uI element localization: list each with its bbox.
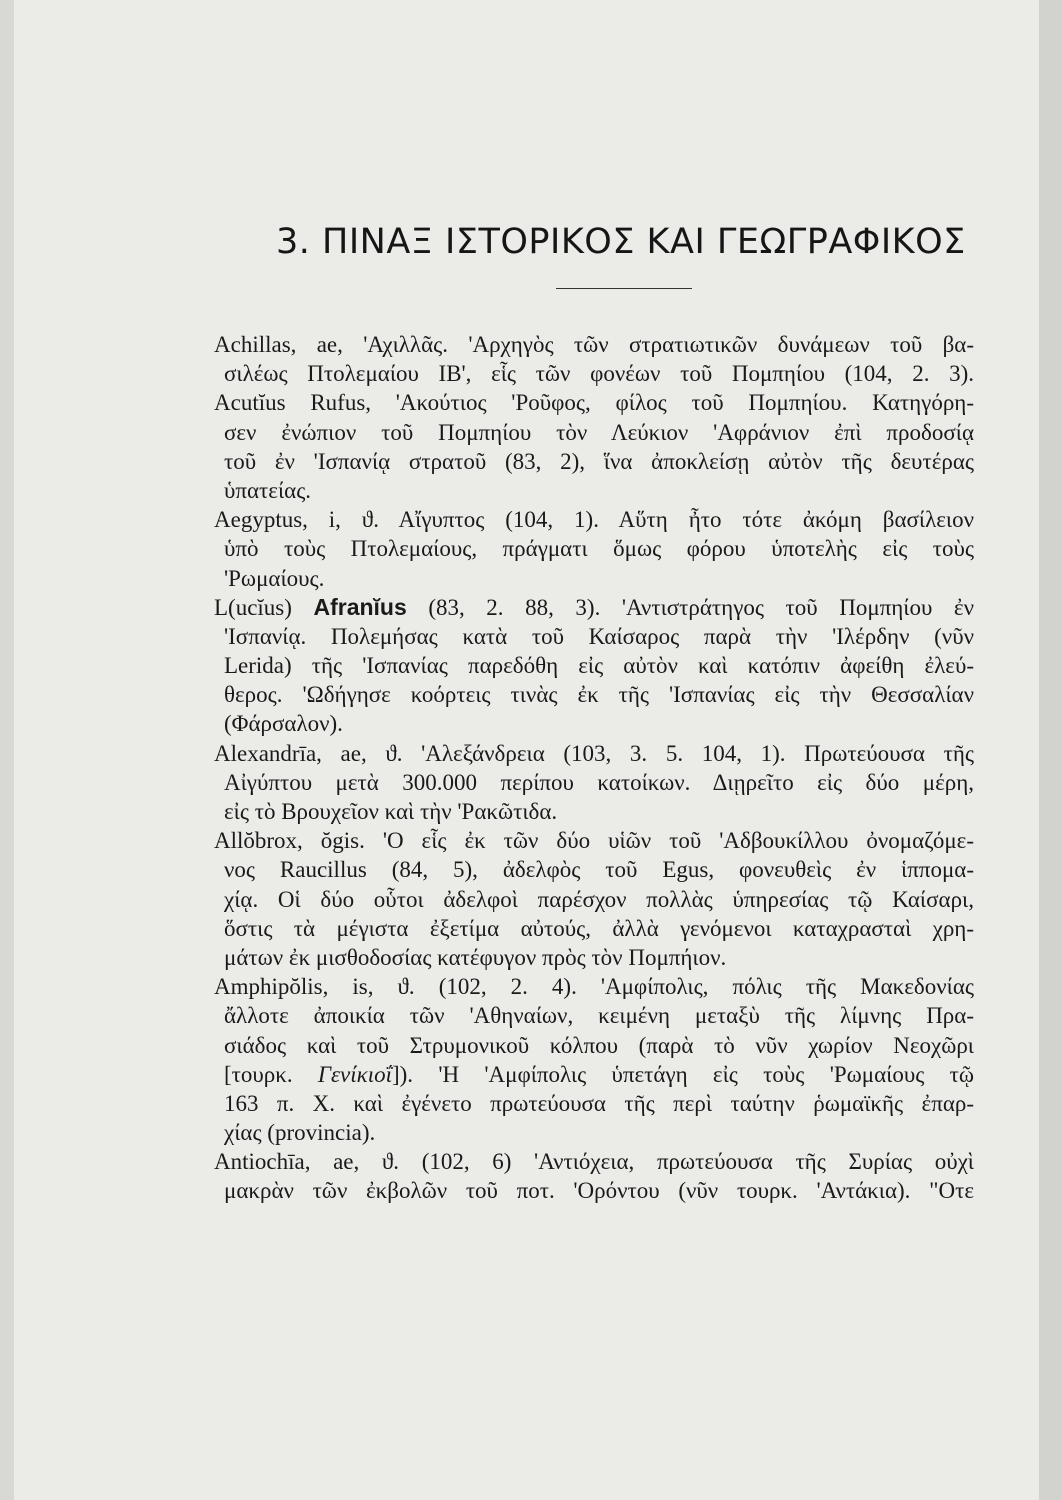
text-line: μακρὰν τῶν ἐκβολῶν τοῦ ποτ. 'Ορόντου (νῦν τουρκ. 'Αντάκια). "Οτε [224,1178,974,1204]
text-line: μάτων ἐκ μισθοδοσίας κατέφυγον πρὸς τὸν Πομπήιον. [224,944,727,970]
lemma-prefix: L(ucĭus) [214,594,314,620]
text-line: εἰς τὸ Βρουχεῖον καὶ τὴν 'Ρακῶτιδα. [224,799,558,824]
text-line [214,1060,974,1089]
text-line: θερος. 'Ωδήγησε κοόρτεις τινὰς ἐκ τῆς 'Ισπανίας εἰς τὴν Θεσσαλίαν [224,682,974,708]
text-line [214,593,974,622]
page-title: 3. ΠΙΝΑΞ ΙΣΤΟΡΙΚΟΣ ΚΑΙ ΓΕΩΓΡΑΦΙΚΟΣ [276,222,966,262]
text-line: σιάδος καὶ τοῦ Στρυμονικοῦ κόλπου (παρὰ τὸ νῦν χωρίον Νεοχῶρι [224,1032,974,1058]
page-left-edge [0,0,14,1500]
text-line: 'Ρωμαίους. [224,565,325,591]
text-fragment: [τουρκ. [224,1061,318,1087]
text-line: χίᾳ. Οἱ δύο οὗτοι ἀδελφοὶ παρέσχον πολλὰς ὑπηρεσίας τῷ Καίσαρι, [224,886,974,912]
text-line: Achillas, ae, 'Αχιλλᾶς. 'Αρχηγὸς τῶν στρατιωτικῶν δυνάμεων τοῦ βα- [214,332,974,357]
text-line: τοῦ ἐν 'Ισπανίᾳ στρατοῦ (83, 2), ἵνα ἀποκλείσῃ αὐτὸν τῆς δευτέρας [224,448,974,474]
text-line: Amphipŏlis, is, ϑ. (102, 2. 4). 'Αμφίπολις, πόλις τῆς Μακεδονίας [214,974,974,1000]
text-line: Aegyptus, i, ϑ. Αἴγυπτος (104, 1). Αὕτη ἦτο τότε ἀκόμη βασίλειον [214,507,974,533]
text-line: Allŏbrox, ŏgis. 'Ο εἷς ἐκ τῶν δύο υἱῶν τοῦ 'Αδβουκίλλου ὀνομαζόμε- [214,828,974,854]
text-line: Αἰγύπτου μετὰ 300.000 περίπου κατοίκων. Διῃρεῖτο εἰς δύο μέρη, [224,769,974,795]
text-line: Alexandrīa, ae, ϑ. 'Αλεξάνδρεια (103, 3. 5. 104, 1). Πρωτεύουσα τῆς [214,740,974,766]
lemma-bold: Afranĭus [313,593,407,620]
text-line: Antiochīa, ae, ϑ. (102, 6) 'Αντιόχεια, πρωτεύουσα τῆς Συρίας οὐχὶ [214,1149,974,1175]
text-line: χίας (provincia). [224,1120,376,1146]
text-line: ὑπὸ τοὺς Πτολεμαίους, πράγματι ὅμως φόρου ὑποτελὴς εἰς τοὺς [224,536,974,562]
text-line: ὅστις τὰ μέγιστα ἐξετίμα αὐτούς, ἀλλὰ γενόμενοι καταχρασταὶ χρη- [224,915,974,941]
text-fragment: ]). 'Η 'Αμφίπολις ὑπετάγη εἰς τοὺς 'Ρωμαίους τῷ [391,1061,974,1087]
title-divider [556,288,692,289]
italic-word: Γενίκιοΐ [317,1061,392,1087]
text-line: Lerida) τῆς 'Ισπανίας παρεδόθη εἰς αὐτὸν καὶ κατόπιν ἀφείθη ἐλεύ- [224,653,974,679]
index-text [214,330,974,1206]
text-line: ὑπατείας. [224,477,312,503]
page-right-edge [1039,0,1061,1500]
text-line: ἄλλοτε ἀποικία τῶν 'Αθηναίων, κειμένη μεταξὺ τῆς λίμνης Πρα- [224,1003,974,1029]
text-line: σεν ἐνώπιον τοῦ Πομπηίου τὸν Λεύκιον 'Αφράνιον ἐπὶ προδοσίᾳ [224,419,974,445]
text-line: Acutĭus Rufus, 'Ακούτιος 'Ροῦφος, φίλος τοῦ Πομπηίου. Κατηγόρη- [214,390,974,416]
text-line: (Φάρσαλον). [224,711,343,737]
text-line: νος Raucillus (84, 5), ἀδελφὸς τοῦ Egus, φονευθεὶς ἐν ἱππομα- [224,857,974,883]
text-line: 'Ισπανίᾳ. Πολεμήσας κατὰ τοῦ Καίσαρος παρὰ τὴν 'Ιλέρδην (νῦν [224,623,974,649]
text-line: 163 π. Χ. καὶ ἐγένετο πρωτεύουσα τῆς περὶ ταύτην ῥωμαϊκῆς ἐπαρ- [224,1090,974,1116]
text-line: σιλέως Πτολεμαίου ΙΒ', εἷς τῶν φονέων τοῦ Πομπηίου (104, 2. 3). [224,361,974,387]
lemma-rest: (83, 2. 88, 3). 'Αντιστράτηγος τοῦ Πομπηίου ἐν [406,594,974,620]
